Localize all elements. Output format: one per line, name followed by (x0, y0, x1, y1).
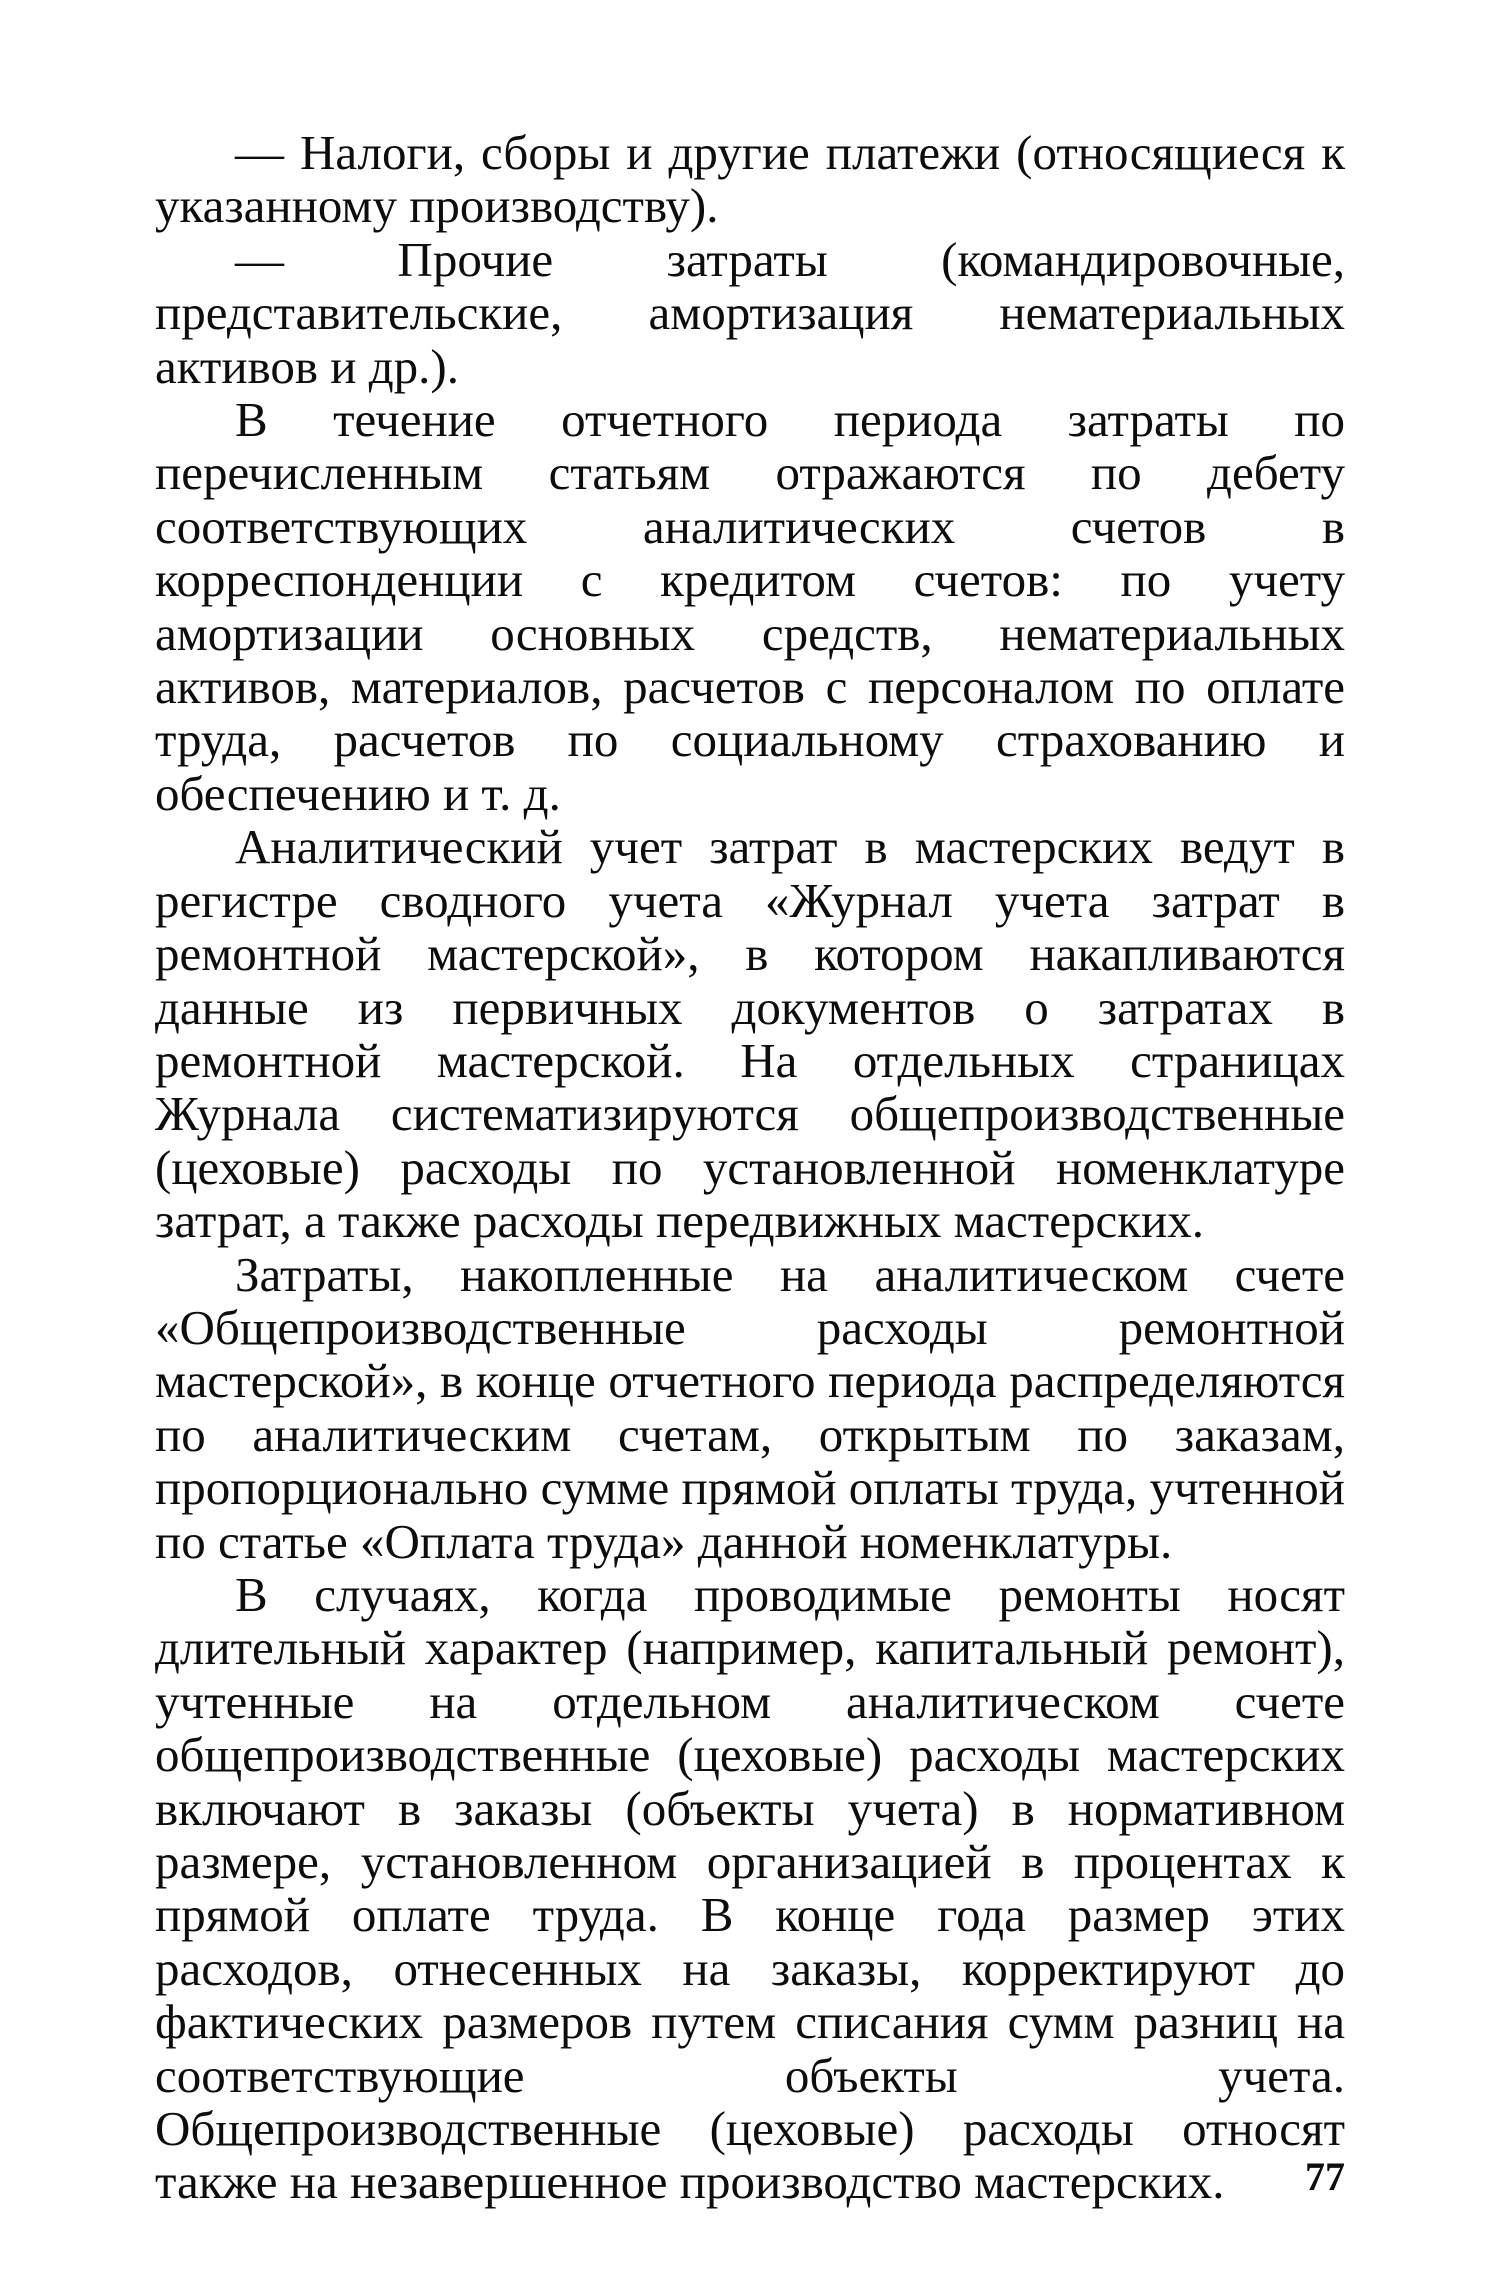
paragraph-reporting-period: В течение отчетного периода затраты по перечисленным статьям отражаются по дебету соответствующих аналитических счетов в корреспонденции с кредитом счетов: по учету амортизации основных средств, нематериальных активов, материалов, расчетов с персоналом по оплате труда, расчетов по социальному страхованию и обеспечению и т. д. (155, 392, 1345, 821)
paragraph-analytical-accounting: Аналитический учет затрат в мастерских ведут в регистре сводного учета «Журнал учета затрат в ремонтной мастерской», в котором накапливаются данные из первичных документов о затратах в ремонтной мастерской. На отдельных страницах Журнала систематизируются общепроизводственные (цеховые) расходы по установленной номенклатуре затрат, а также расходы передвижных мастерских. (155, 819, 1345, 1249)
paragraph-long-repairs: В случаях, когда проводимые ремонты носят длительный характер (например, капитальный ремонт), учтенные на отдельном аналитическом счете общепроизводственные (цеховые) расходы мастерских включают в заказы (объекты учета) в нормативном размере, установленном организацией в процентах к прямой оплате труда. В конце года размер этих расходов, отнесенных на заказы, корректируют до фактических размеров путем списания сумм разниц на соответствующие объекты учета. Общепроизводственные (цеховые) расходы относят также на незавершенное производство мастерских. (155, 1566, 1345, 2210)
body-text (155, 126, 1345, 2209)
paragraph-other-costs: — Прочие затраты (командировочные, представительские, амортизация нематериальных активов и др.). (155, 231, 1345, 394)
paragraph-accumulated-costs: Затраты, накопленные на аналитическом счете «Общепроизводственные расходы ремонтной мастерской», в конце отчетного периода распределяются по аналитическим счетам, открытым по заказам, пропорционально сумме прямой оплаты труда, учтенной по статье «Оплата труда» данной номенклатуры. (155, 1246, 1345, 1569)
page-number: 77 (1305, 2154, 1345, 2199)
paragraph-taxes: — Налоги, сборы и другие платежи (относящиеся к указанному производству). (155, 125, 1345, 234)
